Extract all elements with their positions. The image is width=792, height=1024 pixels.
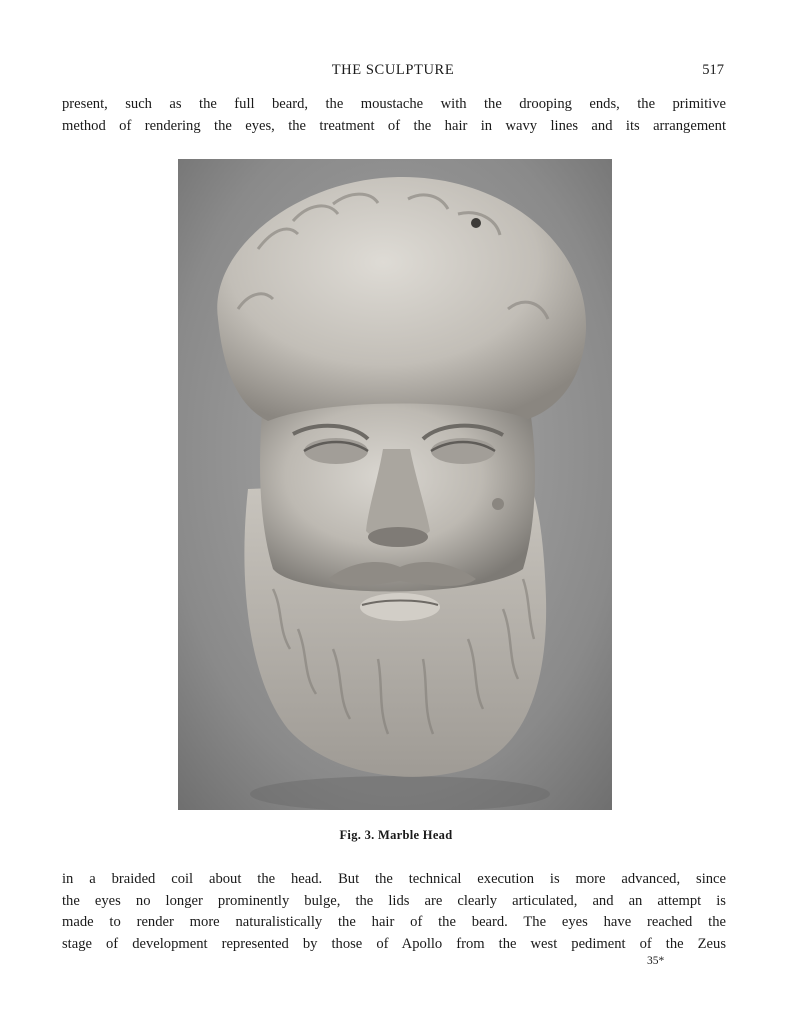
text-line: in a braided coil about the head. But the technical execution is more advanced, since bbox=[62, 871, 726, 887]
running-title: THE SCULPTURE bbox=[331, 62, 455, 78]
bottom-paragraph bbox=[62, 869, 726, 955]
text-line: stage of development represented by those of Apollo from the west pediment of the Zeus bbox=[62, 935, 726, 952]
top-paragraph bbox=[62, 94, 726, 137]
text-line: the eyes no longer prominently bulge, the lids are clearly articulated, and an attempt is bbox=[62, 892, 726, 909]
marble-head-photograph bbox=[178, 159, 612, 810]
running-head bbox=[62, 62, 724, 82]
text-line: present, such as the full beard, the moustache with the drooping ends, the primitive bbox=[62, 96, 726, 112]
text-line: method of rendering the eyes, the treatment of the hair in wavy lines and its arrangement bbox=[62, 117, 726, 134]
signature-mark: 35* bbox=[647, 955, 665, 967]
text-line: made to render more naturalistically the hair of the beard. The eyes have reached the bbox=[62, 914, 726, 930]
figure-caption: Fig. 3. Marble Head bbox=[339, 828, 453, 842]
page-number: 517 bbox=[702, 62, 724, 78]
